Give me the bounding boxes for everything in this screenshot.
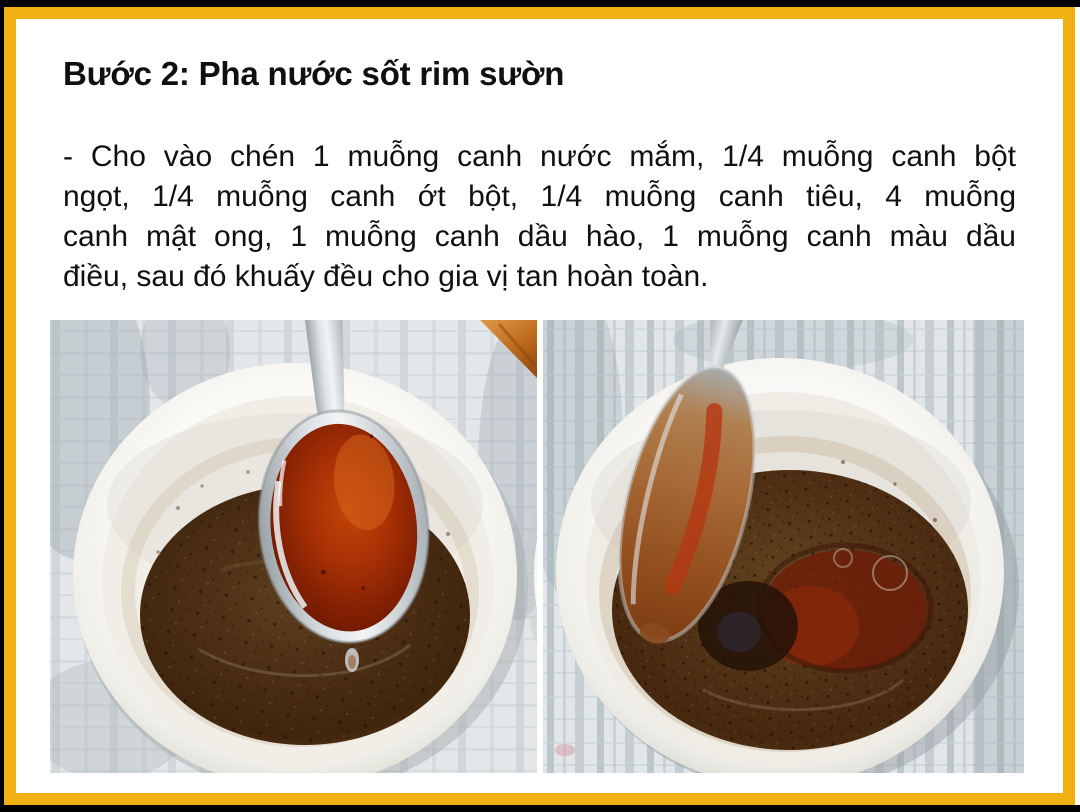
pink-smudge xyxy=(555,744,575,756)
photo-sauce-stirred xyxy=(543,320,1024,773)
instructions-line: ngọt, 1/4 muỗng canh ớt bột, 1/4 muỗng canh tiêu, 4 muỗng xyxy=(63,180,1016,213)
instructions-line: - Cho vào chén 1 muỗng canh nước mắm, 1/4 muỗng canh bột xyxy=(63,140,1016,173)
recipe-step-card xyxy=(4,7,1075,805)
step-heading: Bước 2: Pha nước sốt rim sườn xyxy=(63,55,565,92)
instructions-line: canh mật ong, 1 muỗng canh dầu hào, 1 muỗng canh màu dầu xyxy=(63,220,1016,253)
step-instructions xyxy=(63,137,1016,297)
photo-sauce-spoon xyxy=(50,320,537,773)
letterbox-bottom xyxy=(0,805,1080,812)
instructions-line: điều, sau đó khuấy đều cho gia vị tan hoàn toàn. xyxy=(63,260,709,293)
photo-sauce-stirred-graphic xyxy=(543,320,1024,773)
photo-row xyxy=(50,320,1024,773)
photo-sauce-spoon-graphic xyxy=(50,320,537,773)
letterbox-top xyxy=(0,0,1080,7)
